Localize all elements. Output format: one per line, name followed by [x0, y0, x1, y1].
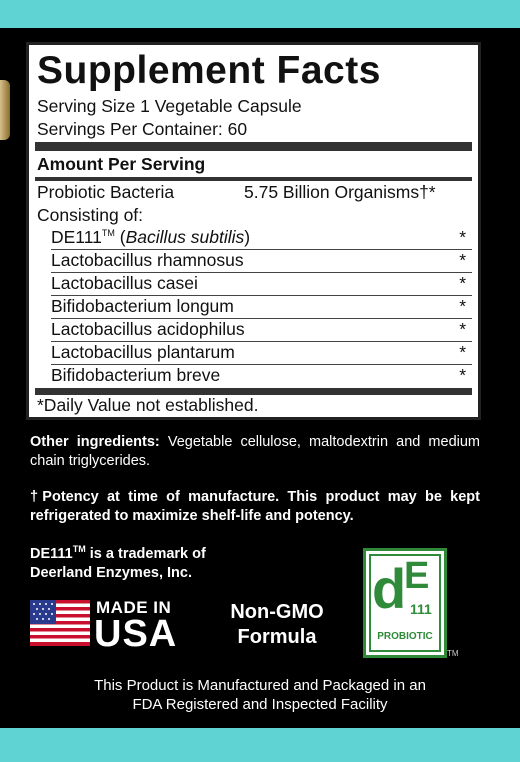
strain-name: Lactobacillus acidophilus — [51, 319, 245, 339]
strain-row — [51, 365, 466, 388]
logo-probiotic-label: PROBIOTIC — [377, 631, 433, 642]
de111-species: Bacillus subtilis — [125, 227, 245, 247]
de111-name: DE111 — [51, 227, 102, 247]
strain-name: Bifidobacterium longum — [51, 296, 234, 316]
logo-letter-d: d — [372, 557, 407, 620]
non-gmo-badge — [212, 600, 342, 650]
divider-thick — [35, 142, 472, 151]
trademark-line2: Deerland Enzymes, Inc. — [30, 564, 192, 581]
other-ingredients — [30, 433, 480, 471]
strain-row — [51, 250, 466, 273]
de111-probiotic-logo — [363, 548, 447, 658]
amount-per-serving-header: Amount Per Serving — [37, 154, 206, 174]
strain-star: * — [459, 342, 466, 362]
divider-medium — [35, 177, 472, 181]
bottle-edge-decoration — [0, 80, 10, 140]
logo-trademark: TM — [447, 649, 459, 658]
consisting-of-label: Consisting of: — [37, 205, 144, 225]
strain-name: Bifidobacterium breve — [51, 365, 221, 385]
other-ingredients-label: Other ingredients: — [30, 434, 160, 450]
strain-star: * — [459, 227, 466, 247]
potency-note: †Potency at time of manufacture. This product may be kept refrigerated to maximize shelf-life and potency. — [30, 489, 480, 524]
strain-name: Lactobacillus casei — [51, 273, 198, 293]
strain-row — [51, 296, 466, 319]
strain-star: * — [459, 365, 466, 385]
divider-thick-bottom — [35, 388, 472, 395]
probiotic-label: Probiotic Bacteria — [37, 182, 175, 202]
made-in-text: MADE IN — [96, 598, 172, 617]
strain-row — [51, 342, 466, 365]
de111-tm: TM — [101, 228, 115, 239]
other-ingredients-text: Vegetable cellulose, maltodextrin and medium chain triglycerides. — [30, 434, 480, 469]
facts-title: Supplement Facts — [37, 49, 381, 92]
non-gmo-line1: Non-GMO — [230, 601, 324, 623]
top-teal-band — [0, 0, 520, 28]
logo-letter-e: E — [404, 555, 430, 597]
trademark-note — [30, 540, 290, 583]
supplement-facts-panel — [26, 42, 481, 420]
daily-value-footnote: *Daily Value not established. — [37, 395, 259, 415]
trademark-de111: DE111 — [30, 545, 73, 562]
trademark-tm: TM — [72, 544, 86, 554]
footer-line2: FDA Registered and Inspected Facility — [132, 696, 388, 713]
strain-star: * — [459, 296, 466, 316]
strain-name: Lactobacillus plantarum — [51, 342, 235, 362]
bottom-teal-band — [0, 728, 520, 762]
strain-row — [51, 319, 466, 342]
probiotic-amount: 5.75 Billion Organisms†* — [244, 182, 436, 202]
strain-row-de111: DE111™ (Bacillus subtilis) * — [51, 227, 466, 247]
trademark-line1: is a trademark of — [85, 545, 206, 562]
us-flag-icon — [30, 600, 90, 646]
footer-line1: This Product is Manufactured and Packaged in an — [94, 677, 426, 694]
servings-per-container: Servings Per Container: 60 — [37, 119, 248, 139]
serving-size: Serving Size 1 Vegetable Capsule — [37, 96, 302, 116]
logo-number: 111 — [410, 601, 432, 617]
strain-star: * — [459, 273, 466, 293]
strain-star: * — [459, 319, 466, 339]
usa-text: USA — [94, 613, 178, 655]
strain-row — [51, 273, 466, 296]
strain-name: Lactobacillus rhamnosus — [51, 250, 244, 270]
strain-star: * — [459, 250, 466, 270]
non-gmo-line2: Formula — [237, 626, 317, 648]
